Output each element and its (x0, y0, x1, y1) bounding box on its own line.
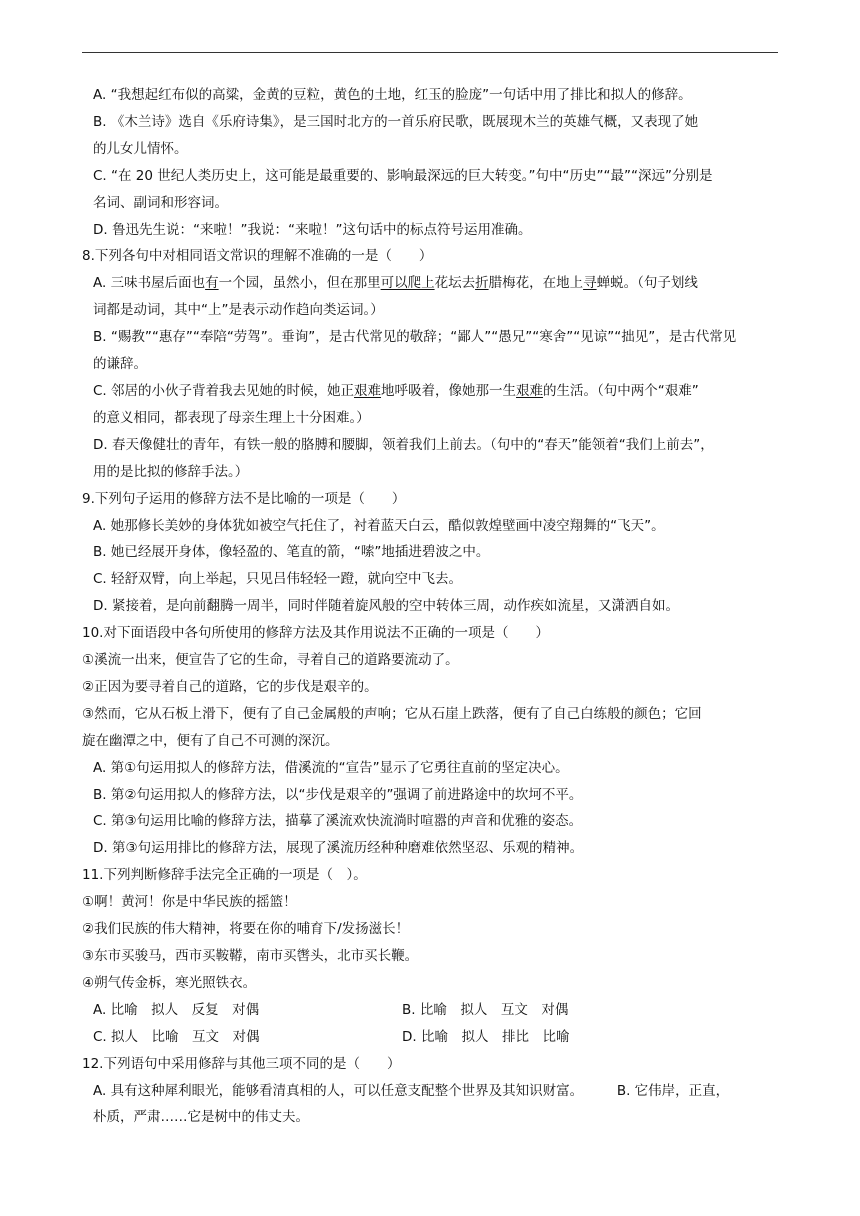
q11-options-row-1 (82, 997, 778, 1024)
q7-option-a: A. “我想起红布似的高粱，金黄的豆粒，黄色的土地，红玉的脸庞”一句话中用了排比和拟人的修辞。 (93, 87, 692, 103)
q8-option-b-line2: 的谦辞。 (93, 356, 147, 373)
q8-a-text: A. 三味书屋后面也 (93, 275, 206, 292)
q12-options-line1: A. 具有这种犀利眼光，能够看清真相的人，可以任意支配整个世界及其知识财富。 B. 它伟岸，正直， (93, 1082, 730, 1099)
q9-stem: 9.下列句子运用的修辞方法不是比喻的一项是（ ） (82, 490, 406, 507)
header-rule (82, 52, 778, 53)
q11-stem: 11.下列判断修辞手法完全正确的一项是（ ）。 (82, 867, 367, 884)
q10-option-c: C. 第③句运用比喻的修辞方法，描摹了溪流欢快流淌时喧嚣的声音和优雅的姿态。 (93, 813, 583, 830)
q8-a-underlined-word: 可以爬上 (380, 275, 435, 292)
q11-sentence-4: ④朔气传金柝，寒光照铁衣。 (82, 974, 257, 991)
q8-a-underlined-word: 有 (205, 275, 219, 292)
q8-option-c-line1 (82, 378, 778, 405)
q7-option-b-line1: B. 《木兰诗》选自《乐府诗集》，是三国时北方的一首乐府民歌，既展现木兰的英雄气概，又表现了她 (93, 113, 699, 130)
q8-a-underlined-word: 折 (475, 275, 489, 292)
q8-c-text: 的生活。（句中两个“艰难” (543, 382, 699, 399)
q9-option-d: D. 紧接着，是向前翻腾一周半，同时伴随着旋风般的空中转体三周，动作疾如流星，又潇洒自如。 (93, 598, 679, 615)
q10-sentence-3-line1: ③然而，它从石板上滑下，便有了自己金属般的声响；它从石崖上跌落，便有了自己白练般的颜色；它回 (82, 705, 702, 722)
q11-option-a: A. 比喻 拟人 反复 对偶 (93, 1001, 260, 1018)
q7-option-c-line1: C. “在 20 世纪人类历史上，这可能是最重要的、影响最深远的巨大转变。”句中“历史”“最”“深远”分别是 (93, 167, 713, 184)
q8-stem: 8.下列各句中对相同语文常识的理解不准确的一是（ ） (82, 248, 433, 265)
q8-a-text: 蝉蜕。（句子划线 (596, 275, 698, 292)
q9-option-b: B. 她已经展开身体，像轻盈的、笔直的箭，“嗦”地插进碧波之中。 (93, 544, 490, 561)
q10-sentence-1: ①溪流一出来，便宣告了它的生命，寻着自己的道路要流动了。 (82, 652, 459, 669)
q7-option-c-line2: 名词、副词和形容词。 (93, 194, 228, 211)
q8-c-text: 地呼吸着，像她那一生 (381, 382, 517, 399)
q10-option-b: B. 第②句运用拟人的修辞方法，以“步伐是艰辛的”强调了前进路途中的坎坷不平。 (93, 786, 583, 803)
document-body (82, 82, 778, 1131)
q8-c-text: C. 邻居的小伙子背着我去见她的时候，她正 (93, 382, 355, 399)
q11-options-row-2 (82, 1024, 778, 1051)
q10-option-d: D. 第③句运用排比的修辞方法，展现了溪流历经种种磨难依然坚忍、乐观的精神。 (93, 840, 584, 857)
q11-option-d: D. 比喻 拟人 排比 比喻 (402, 1028, 570, 1045)
q9-option-a: A. 她那修长美妙的身体犹如被空气托住了，衬着蓝天白云，酷似敦煌壁画中凌空翔舞的“飞天”。 (93, 517, 665, 534)
q8-c-underlined-word: 艰难 (516, 382, 544, 399)
q11-sentence-1: ①啊！黄河！你是中华民族的摇篮！ (82, 894, 297, 911)
q8-option-d-line2: 用的是比拟的修辞手法。） (93, 463, 249, 480)
q8-option-a-line2: 词都是动词，其中“上”是表示动作趋向类运词。） (93, 302, 384, 319)
q8-option-b-line1: B. “赐教”“惠存”“奉陪“劳驾”。垂询”，是古代常见的敬辞；“鄙人”“愚兄”“寒舍”“见谅”“拙见”，是古代常见 (93, 329, 737, 346)
q8-a-text: 腊梅花，在地上 (488, 275, 584, 292)
q7-option-b-line2: 的儿女儿情怀。 (93, 140, 188, 157)
q8-option-c-line2: 的意义相同，都表现了母亲生理上十分困难。） (93, 409, 370, 426)
q9-option-c: C. 轻舒双臂，向上举起，只见吕伟轻轻一蹬，就向空中飞去。 (93, 571, 463, 588)
q12-stem: 12.下列语句中采用修辞与其他三项不同的是（ ） (82, 1055, 401, 1072)
q8-a-text: 花坛去 (434, 275, 476, 292)
q11-sentence-3: ③东市买骏马，西市买鞍鞯，南市买辔头，北市买长鞭。 (82, 948, 419, 964)
q10-option-a: A. 第①句运用拟人的修辞方法，借溪流的“宣告”显示了它勇往直前的坚定决心。 (93, 759, 569, 776)
q11-option-c: C. 拟人 比喻 互文 对偶 (93, 1028, 260, 1045)
q8-c-underlined-word: 艰难 (354, 382, 382, 399)
q8-option-d-line1: D. 春天像健壮的青年，有铁一般的胳膊和腰脚，领着我们上前去。（句中的“春天”能领着“我们上前去”， (93, 436, 714, 453)
q7-option-d: D. 鲁迅先生说：“来啦！”我说：“来啦！”这句话中的标点符号运用准确。 (93, 221, 532, 238)
q8-option-a-line1 (82, 270, 778, 297)
q8-a-text: 一个园，虽然小，但在那里 (218, 275, 381, 292)
q12-options-line2: 朴质，严肃……它是树中的伟丈夫。 (93, 1109, 309, 1126)
q11-option-b: B. 比喻 拟人 互文 对偶 (402, 1001, 569, 1018)
q10-stem: 10.对下面语段中各句所使用的修辞方法及其作用说法不正确的一项是（ ） (82, 625, 549, 642)
q11-sentence-2: ②我们民族的伟大精神，将要在你的哺育下/发扬滋长！ (82, 921, 410, 938)
q10-sentence-3-line2: 旋在幽潭之中，便有了自己不可测的深沉。 (82, 732, 339, 749)
q10-sentence-2: ②正因为要寻着自己的道路，它的步伐是艰辛的。 (82, 678, 378, 695)
q8-a-underlined-word: 寻 (583, 275, 597, 292)
